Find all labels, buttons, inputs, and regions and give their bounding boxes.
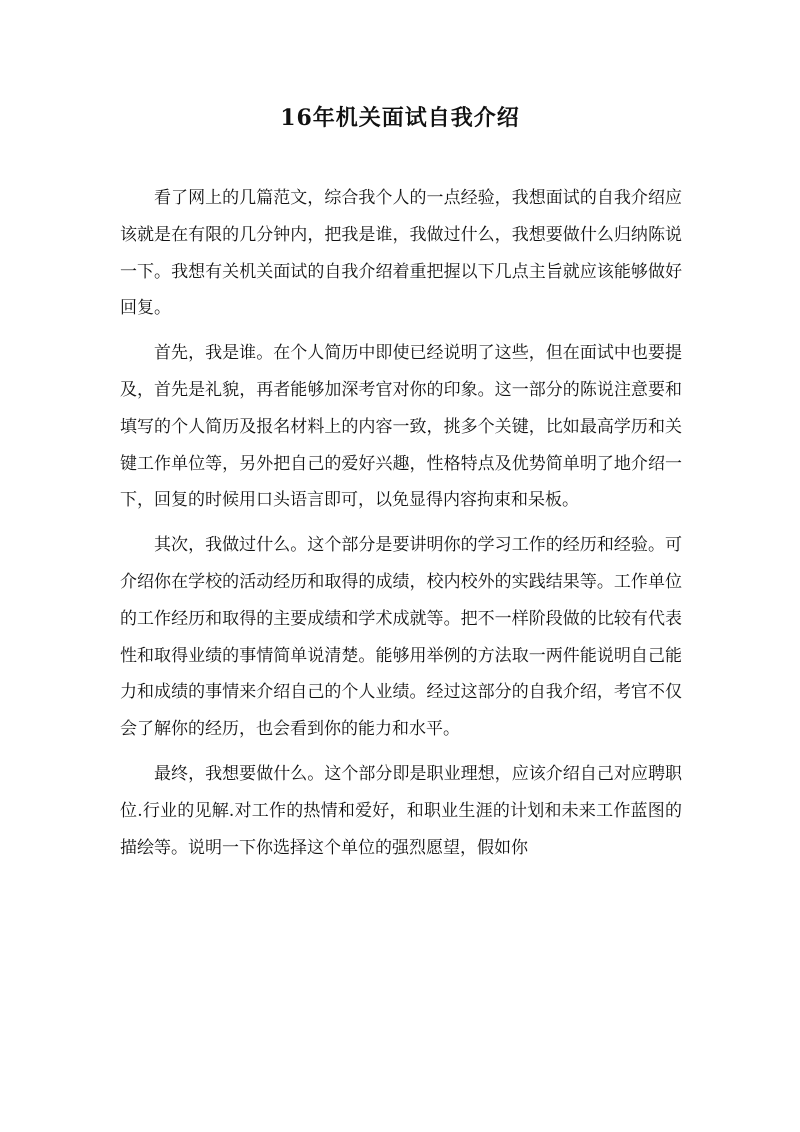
document-body (120, 180, 682, 874)
paragraph-intro: 看了网上的几篇范文，综合我个人的一点经验，我想面试的自我介绍应该就是在有限的几分钟内，把我是谁，我做过什么，我想要做什么归纳陈说一下。我想有关机关面试的自我介绍着重把握以下几点主旨就应该能够做好回复。 (120, 188, 682, 319)
paragraph-what-i-want: 最终，我想要做什么。这个部分即是职业理想，应该介绍自己对应聘职位.行业的见解.对工作的热情和爱好，和职业生涯的计划和未来工作蓝图的描绘等。说明一下你选择这个单位的强烈愿望，假如你 (120, 763, 682, 858)
document-title: 16年机关面试自我介绍 (280, 105, 520, 131)
paragraph-who-am-i: 首先，我是谁。在个人简历中即使已经说明了这些，但在面试中也要提及，首先是礼貌，再者能够加深考官对你的印象。这一部分的陈说注意要和填写的个人简历及报名材料上的内容一致，挑多个关键，比如最高学历和关键工作单位等，另外把自己的爱好兴趣，性格特点及优势简单明了地介绍一下，回复的时候用口头语言即可，以免显得内容拘束和呆板。 (120, 343, 682, 511)
paragraph-what-i-did: 其次，我做过什么。这个部分是要讲明你的学习工作的经历和经验。可介绍你在学校的活动经历和取得的成绩，校内校外的实践结果等。工作单位的工作经历和取得的主要成绩和学术成就等。把不一样阶段做的比较有代表性和取得业绩的事情简单说清楚。能够用举例的方法取一两件能说明自己能力和成绩的事情来介绍自己的个人业绩。经过这部分的自我介绍，考官不仅会了解你的经历，也会看到你的能力和水平。 (120, 535, 682, 740)
